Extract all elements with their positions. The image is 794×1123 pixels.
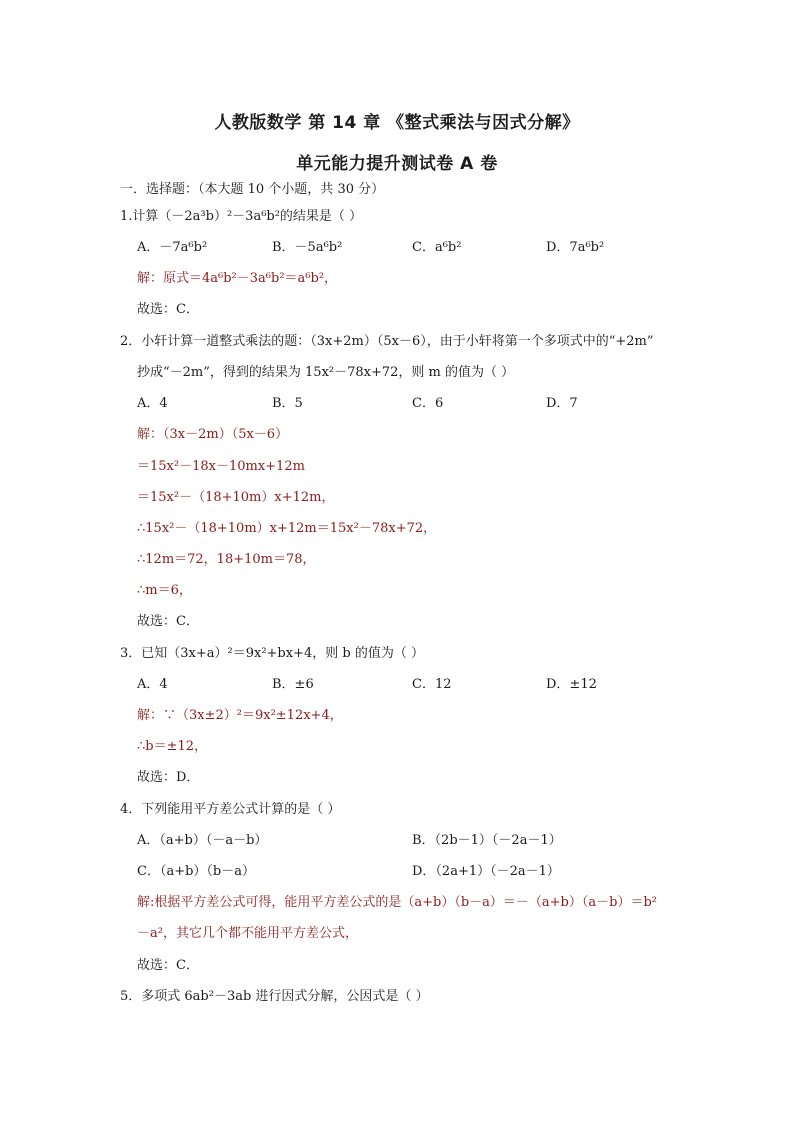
question-5-stem: 5．多项式 6ab²－3ab 进行因式分解，公因式是（ ） <box>120 989 429 1004</box>
q3-option-b: B．±6 <box>272 677 314 692</box>
document-subtitle: 单元能力提升测试卷 A 卷 <box>296 154 498 174</box>
q3-option-c: C．12 <box>412 677 452 692</box>
question-2-stem-cont: 抄成“－2m”，得到的结果为 15x²－78x+72，则 m 的值为（ ） <box>137 365 515 380</box>
q4-option-c: C．（a+b）（b－a） <box>137 864 255 879</box>
q2-solution-line: ∴m＝6， <box>137 583 192 598</box>
q3-answer: 故选：D． <box>137 770 200 785</box>
q1-answer: 故选：C． <box>137 302 199 317</box>
q4-option-d: D．（2a+1）（－2a－1） <box>412 864 560 879</box>
q3-solution-line: ∴b＝±12， <box>137 739 208 754</box>
q4-option-a: A．（a+b）（－a－b） <box>137 833 268 848</box>
q4-option-b: B．（2b－1）（－2a－1） <box>412 833 562 848</box>
q3-option-d: D．±12 <box>546 677 597 692</box>
q1-solution-line: 解：原式＝4a⁶b²－3a⁶b²＝a⁶b²， <box>137 271 338 286</box>
section-heading: 一．选择题：（本大题 10 个小题，共 30 分） <box>120 182 385 197</box>
q2-solution-line: ∴12m＝72，18+10m＝78， <box>137 552 316 567</box>
question-3-stem: 3．已知（3x+a）²＝9x²+bx+4，则 b 的值为（ ） <box>120 646 424 661</box>
q3-solution-line: 解：∵（3x±2）²＝9x²±12x+4， <box>137 708 343 723</box>
q2-option-b: B．5 <box>272 396 303 411</box>
question-1-stem: 1.计算（－2a³b）²－3a⁶b²的结果是（ ） <box>120 209 363 224</box>
q2-option-c: C．6 <box>412 396 444 411</box>
q2-option-a: A．4 <box>137 396 168 411</box>
question-2-stem: 2．小轩计算一道整式乘法的题：（3x+2m）（5x－6），由于小轩将第一个多项式中的“+2m” <box>120 334 654 349</box>
q2-solution-line: ＝15x²－（18+10m）x+12m， <box>137 490 335 505</box>
q1-option-c: C．a⁶b² <box>412 240 462 255</box>
q2-solution-line: 解：（3x－2m）（5x－6） <box>137 427 289 442</box>
q2-solution-line: ＝15x²－18x－10mx+12m <box>137 459 305 474</box>
q2-solution-line: ∴15x²－（18+10m）x+12m＝15x²－78x+72， <box>137 521 437 536</box>
q4-solution-line: －a²，其它几个都不能用平方差公式， <box>137 926 358 941</box>
document-title: 人教版数学 第 14 章 《整式乘法与因式分解》 <box>214 113 580 133</box>
q4-solution-line: 解:根据平方差公式可得，能用平方差公式的是（a+b）（b－a）＝－（a+b）（a－b）＝b² <box>137 895 657 910</box>
q1-option-b: B．－5a⁶b² <box>272 240 343 255</box>
q3-option-a: A．4 <box>137 677 168 692</box>
q1-option-d: D．7a⁶b² <box>546 240 605 255</box>
q2-answer: 故选：C． <box>137 614 199 629</box>
question-4-stem: 4．下列能用平方差公式计算的是（ ） <box>120 802 341 817</box>
q1-option-a: A．－7a⁶b² <box>137 240 208 255</box>
q4-answer: 故选：C． <box>137 958 199 973</box>
q2-option-d: D．7 <box>546 396 578 411</box>
